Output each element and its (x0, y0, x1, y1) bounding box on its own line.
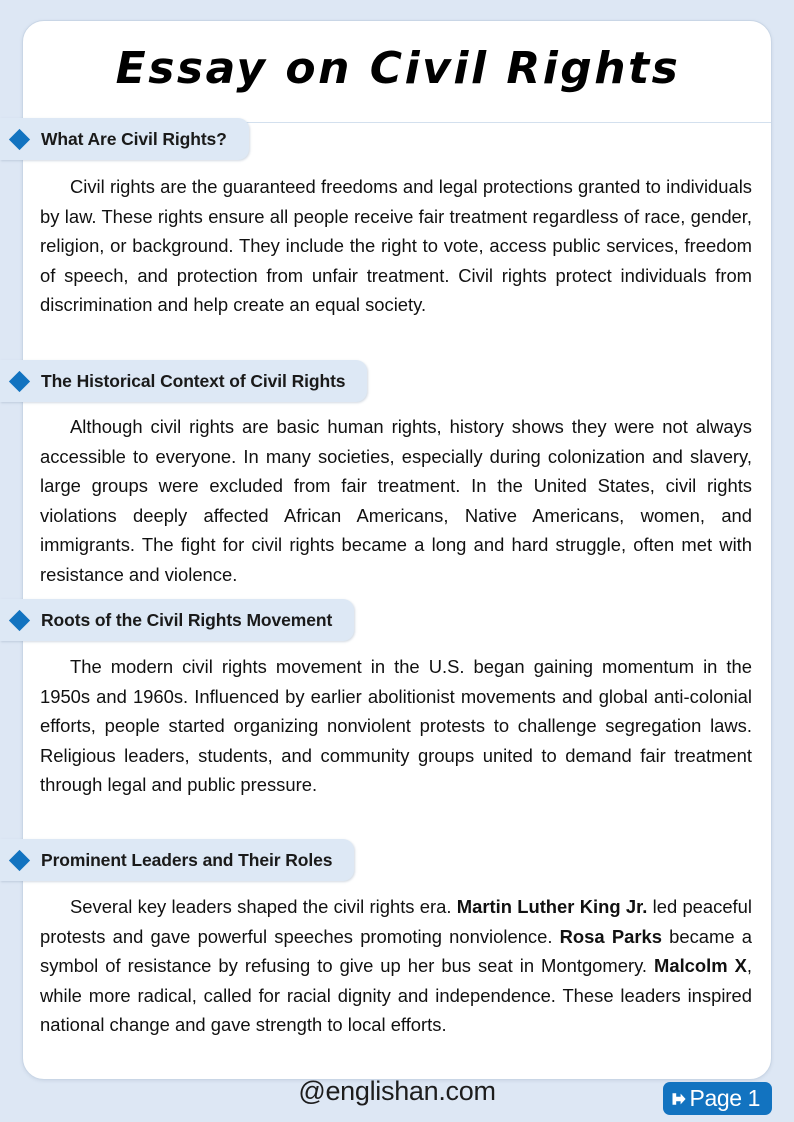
section-heading-what-are-civil-rights[interactable] (0, 118, 249, 160)
section-heading-label: What Are Civil Rights? (41, 128, 227, 149)
section-heading-roots-of-movement[interactable] (0, 599, 354, 641)
diamond-icon (9, 128, 30, 149)
section-body-2: Although civil rights are basic human rights, history shows they were not always accessible to everyone. In many societies, especially during colonization and slavery, large groups were excluded from fair treatment. In the United States, civil rights violations deeply affected African Americans, Native Americans, women, and immigrants. The fight for civil rights became a long and hard struggle, often met with resistance and violence. (40, 416, 752, 585)
diamond-icon (9, 370, 30, 391)
section-heading-label: Prominent Leaders and Their Roles (41, 849, 333, 870)
page-title: Essay on Civil Rights (115, 43, 681, 94)
diamond-icon (9, 609, 30, 630)
section-heading-label: Roots of the Civil Rights Movement (41, 609, 333, 630)
section-heading-historical-context[interactable] (0, 360, 367, 402)
diamond-icon (9, 849, 30, 870)
section-heading-label: The Historical Context of Civil Rights (41, 370, 346, 391)
section-body-4: Several key leaders shaped the civil rights era. Martin Luther King Jr. led peaceful protests and gave powerful speeches promoting nonviolence. Rosa Parks became a symbol of resistance by refusing to give up her bus seat in Montgomery. Malcolm X, while more radical, called for racial dignity and independence. These leaders inspired national change and gave strength to local efforts. (40, 896, 752, 1036)
section-heading-prominent-leaders[interactable] (0, 839, 354, 881)
arrow-right-icon (671, 1091, 687, 1107)
section-body-1: Civil rights are the guaranteed freedoms and legal protections granted to individuals by law. These rights ensure all people receive fair treatment regardless of race, gender, religion, or background. They include the right to vote, access public services, freedom of speech, and protection from unfair treatment. Civil rights protect individuals from discrimination and help create an equal society. (40, 176, 752, 316)
section-body-3: The modern civil rights movement in the U.S. began gaining momentum in the 1950s and 1960s. Influenced by earlier abolitionist movements and global anti-colonial efforts, people started organizing nonviolent protests to challenge segregation laws. Religious leaders, students, and community groups united to demand fair treatment through legal and public pressure. (40, 656, 752, 796)
page-number-badge (663, 1082, 773, 1115)
footer-site-label: @englishan.com (298, 1076, 496, 1106)
page-number-label: Page 1 (689, 1085, 760, 1111)
